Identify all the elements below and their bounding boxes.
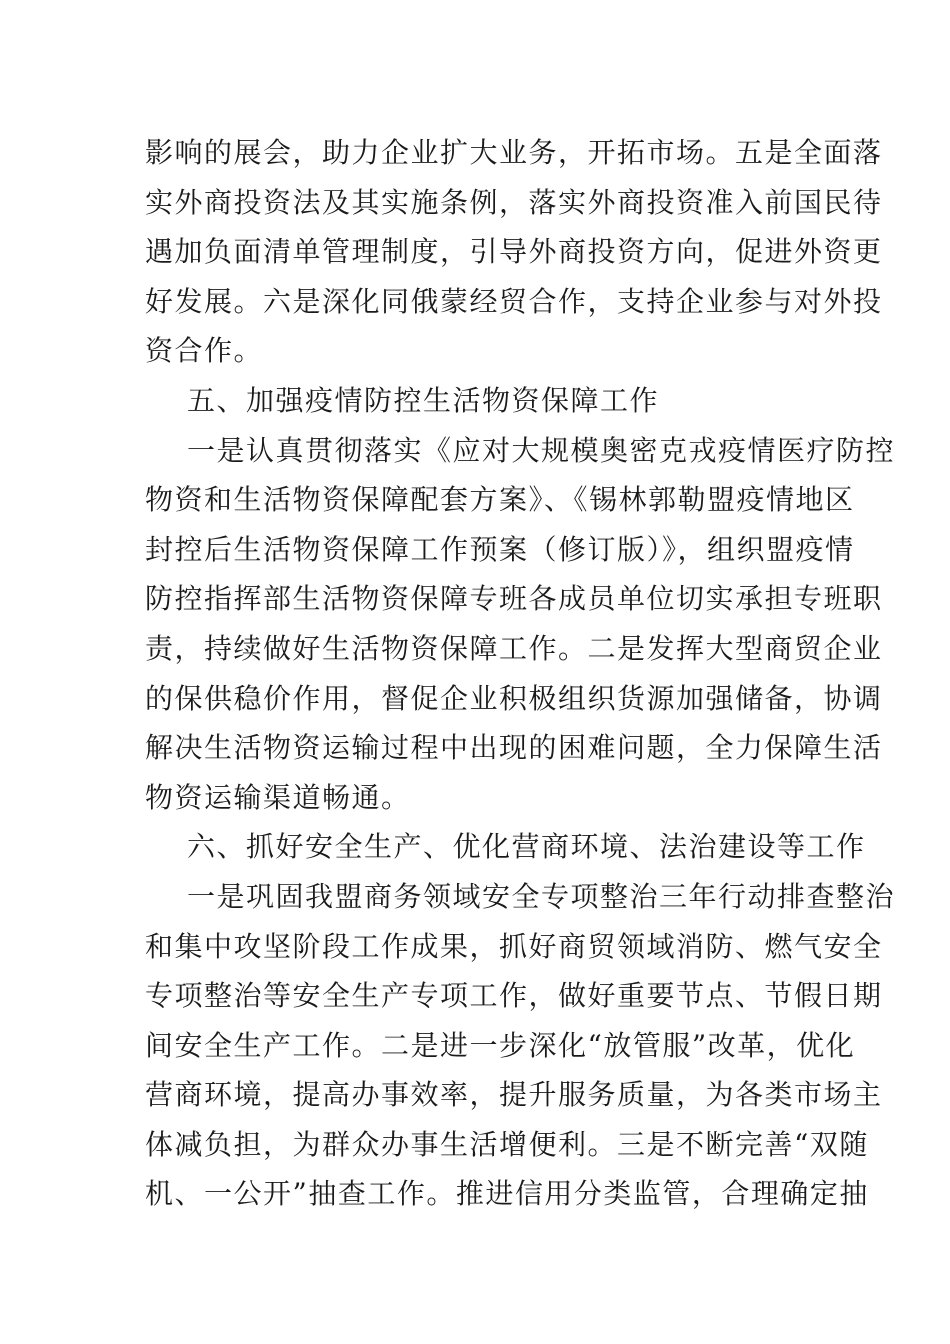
document-body [145, 128, 896, 1219]
body-line: 防控指挥部生活物资保障专班各成员单位切实承担专班职 [145, 582, 883, 616]
body-line: 专项整治等安全生产专项工作，做好重要节点、节假日期 [145, 979, 883, 1013]
body-line: 解决生活物资运输过程中出现的困难问题，全力保障生活 [145, 731, 883, 765]
body-line: 好发展。六是深化同俄蒙经贸合作，支持企业参与对外投 [145, 284, 883, 318]
body-line: 体减负担，为群众办事生活增便利。三是不断完善“双随 [145, 1127, 869, 1161]
body-line: 间安全生产工作。二是进一步深化“放管服”改革，优化 [145, 1028, 856, 1062]
section-heading-6: 六、抓好安全生产、优化营商环境、法治建设等工作 [187, 830, 866, 864]
body-line: 和集中攻坚阶段工作成果，抓好商贸领域消防、燃气安全 [145, 929, 883, 963]
body-line: 影响的展会，助力企业扩大业务，开拓市场。五是全面落 [145, 136, 883, 169]
body-line: 一是巩固我盟商务领域安全专项整治三年行动排查整治 [187, 879, 896, 913]
body-line: 实外商投资法及其实施条例，落实外商投资准入前国民待 [145, 185, 883, 219]
body-line: 资合作。 [145, 334, 264, 368]
body-line: 封控后生活物资保障工作预案（修订版）》，组织盟疫情 [145, 532, 855, 566]
body-line: 营商环境，提高办事效率，提升服务质量，为各类市场主 [145, 1078, 883, 1112]
body-line: 的保供稳价作用，督促企业积极组织货源加强储备，协调 [145, 681, 883, 715]
body-line: 责，持续做好生活物资保障工作。二是发挥大型商贸企业 [145, 631, 883, 665]
body-line: 遇加负面清单管理制度，引导外商投资方向，促进外资更 [145, 235, 883, 269]
body-line: 一是认真贯彻落实《应对大规模奥密克戎疫情医疗防控 [187, 433, 896, 467]
body-line: 物资和生活物资保障配套方案》、《锡林郭勒盟疫情地区 [145, 483, 855, 517]
body-line: 物资运输渠道畅通。 [145, 780, 411, 814]
body-line: 机、一公开”抽查工作。推进信用分类监管，合理确定抽 [145, 1177, 869, 1211]
section-heading-5: 五、加强疫情防控生活物资保障工作 [187, 383, 660, 417]
